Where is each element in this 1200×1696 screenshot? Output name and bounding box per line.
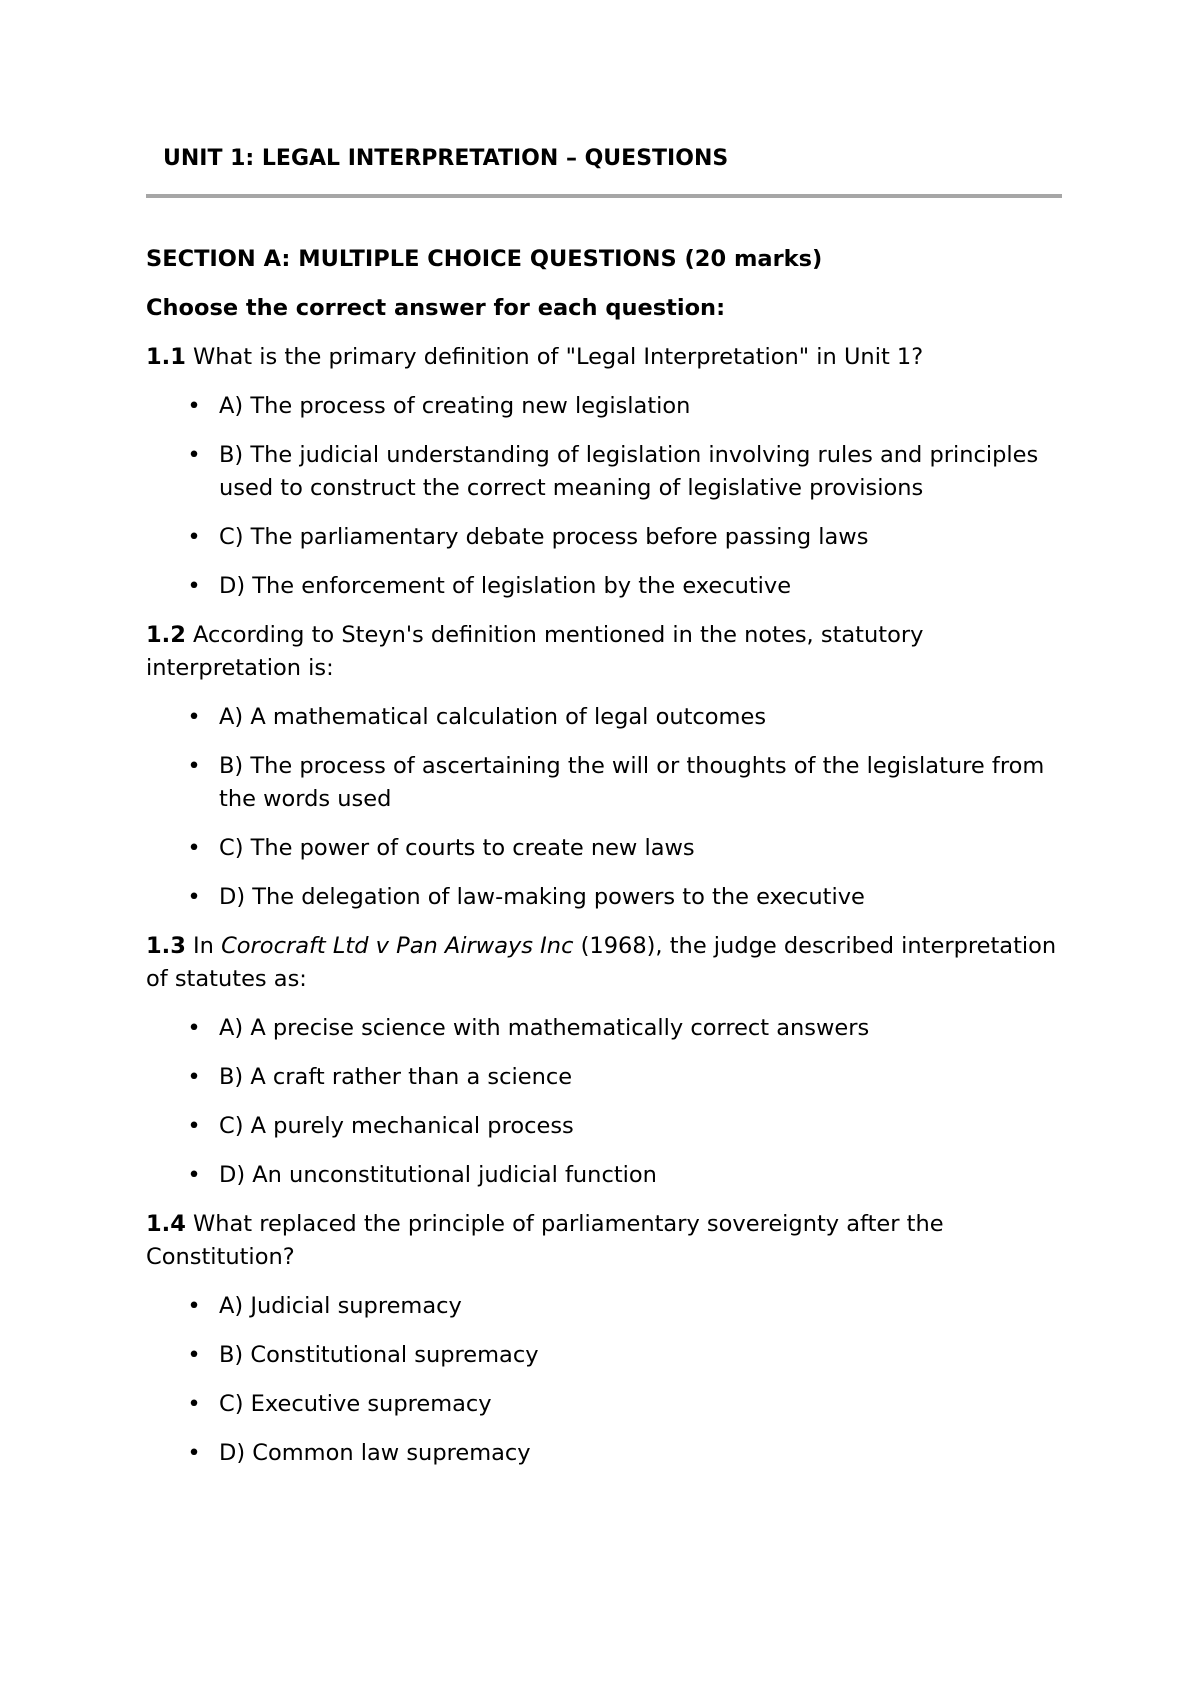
title-divider [146, 194, 1062, 198]
option-a [146, 390, 1062, 423]
bullet-icon: • [187, 704, 201, 730]
option-a [146, 1012, 1062, 1045]
bullet-icon: • [187, 1113, 201, 1139]
option-text: D) An unconstitutional judicial function [219, 1162, 657, 1188]
bullet-icon: • [187, 442, 201, 468]
option-text: B) Constitutional supremacy [219, 1342, 539, 1368]
question-stem-suffix: (1968), the judge described interpretation of statutes as: [146, 933, 1057, 992]
option-text: C) The parliamentary debate process before passing laws [219, 524, 869, 550]
option-a [146, 1290, 1062, 1323]
case-name: Corocraft Ltd v Pan Airways Inc [221, 933, 574, 959]
answer-options [146, 1290, 1062, 1470]
option-a [146, 701, 1062, 734]
document-title: UNIT 1: LEGAL INTERPRETATION – QUESTIONS [163, 146, 729, 171]
bullet-icon: • [187, 524, 201, 550]
bullet-icon: • [187, 884, 201, 910]
option-c [146, 832, 1062, 865]
bullet-icon: • [187, 1440, 201, 1466]
option-d [146, 1159, 1062, 1192]
question-stem: What replaced the principle of parliamentary sovereignty after the Constitution? [146, 1211, 944, 1270]
answer-options [146, 1012, 1062, 1192]
question-stem: According to Steyn's definition mentioned in the notes, statutory interpretation is: [146, 622, 924, 681]
option-text: C) A purely mechanical process [219, 1113, 574, 1139]
bullet-icon: • [187, 753, 201, 779]
option-text: C) Executive supremacy [219, 1391, 492, 1417]
option-c [146, 521, 1062, 554]
section-heading: SECTION A: MULTIPLE CHOICE QUESTIONS (20 marks) [146, 246, 823, 272]
option-d [146, 570, 1062, 603]
option-text: D) The enforcement of legislation by the executive [219, 573, 792, 599]
question-text [146, 619, 1062, 685]
instruction-text: Choose the correct answer for each question: [146, 295, 726, 321]
bullet-icon: • [187, 393, 201, 419]
question-number: 1.4 [146, 1211, 186, 1237]
question-text [146, 341, 1062, 374]
bullet-icon: • [187, 1293, 201, 1319]
option-d [146, 881, 1062, 914]
question-stem: What is the primary definition of "Legal Interpretation" in Unit 1? [193, 344, 924, 370]
option-text: D) Common law supremacy [219, 1440, 531, 1466]
bullet-icon: • [187, 573, 201, 599]
bullet-icon: • [187, 1162, 201, 1188]
bullet-icon: • [187, 1064, 201, 1090]
option-b [146, 1061, 1062, 1094]
document-body [146, 243, 1062, 1486]
option-text: A) A mathematical calculation of legal outcomes [219, 704, 767, 730]
question-number: 1.1 [146, 344, 186, 370]
option-text: C) The power of courts to create new laws [219, 835, 695, 861]
option-text: D) The delegation of law-making powers to the executive [219, 884, 865, 910]
question-number: 1.2 [146, 622, 186, 648]
option-b [146, 439, 1062, 505]
option-text: B) A craft rather than a science [219, 1064, 573, 1090]
bullet-icon: • [187, 835, 201, 861]
option-text: A) Judicial supremacy [219, 1293, 462, 1319]
option-d [146, 1437, 1062, 1470]
bullet-icon: • [187, 1015, 201, 1041]
question-1-1 [146, 341, 1062, 603]
option-c [146, 1388, 1062, 1421]
question-text [146, 1208, 1062, 1274]
option-c [146, 1110, 1062, 1143]
option-text: B) The judicial understanding of legislation involving rules and principles used to construct the correct meaning of legislative provisions [219, 442, 1039, 501]
option-b [146, 1339, 1062, 1372]
question-number: 1.3 [146, 933, 186, 959]
question-1-3 [146, 930, 1062, 1192]
question-text [146, 930, 1062, 996]
question-1-4 [146, 1208, 1062, 1470]
bullet-icon: • [187, 1391, 201, 1417]
bullet-icon: • [187, 1342, 201, 1368]
question-stem-prefix: In [193, 933, 214, 959]
option-text: A) The process of creating new legislation [219, 393, 691, 419]
question-1-2 [146, 619, 1062, 914]
option-text: A) A precise science with mathematically correct answers [219, 1015, 870, 1041]
answer-options [146, 701, 1062, 914]
option-b [146, 750, 1062, 816]
answer-options [146, 390, 1062, 603]
option-text: B) The process of ascertaining the will or thoughts of the legislature from the words used [219, 753, 1045, 812]
